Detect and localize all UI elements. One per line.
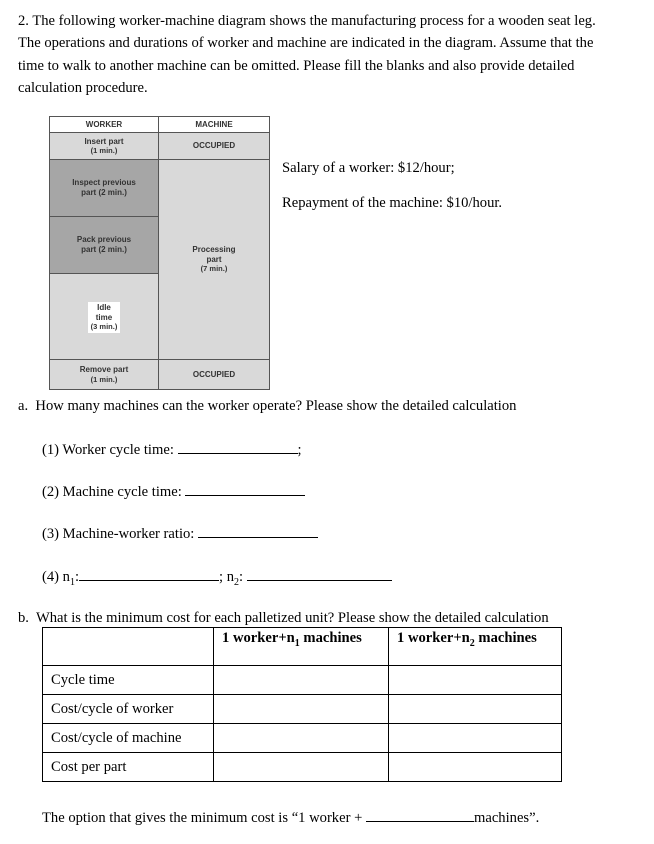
intro-line-3: time to walk to another machine can be omitted. Please fill the blanks and also provide detailed [18, 57, 575, 74]
row-label-cost-worker: Cost/cycle of worker [43, 695, 214, 724]
row-label-cycle-time: Cycle time [43, 666, 214, 695]
intro-line-1: 2. The following worker-machine diagram shows the manufacturing process for a wooden seat leg. [18, 13, 596, 29]
final-answer-suffix: machines”. [473, 810, 540, 826]
machine-occupied-bottom: OCCUPIED [159, 360, 269, 389]
row-label-cost-machine: Cost/cycle of machine [43, 724, 214, 753]
machine-occupied-top: OCCUPIED [159, 133, 269, 160]
worker-cycle-time-end: ; [297, 442, 302, 458]
final-answer-row [42, 809, 539, 827]
row-label-cost-per-part: Cost per part [43, 753, 214, 782]
machine-processing-part: Processing part (7 min.) [159, 160, 269, 360]
answer-cell[interactable] [389, 724, 562, 753]
answer-cell[interactable] [389, 666, 562, 695]
worker-header: WORKER [50, 117, 158, 133]
worker-machine-diagram [49, 116, 270, 390]
machine-worker-ratio-row [42, 525, 318, 543]
cost-table [42, 627, 562, 782]
machine-repayment: Repayment of the machine: $10/hour. [282, 195, 503, 211]
intro-line-4: calculation procedure. [18, 80, 148, 97]
n2-colon: : [239, 569, 244, 585]
column-divider [158, 117, 159, 389]
worker-cycle-time-row [42, 441, 302, 459]
machine-cycle-time-row [42, 483, 305, 501]
worker-cycle-time-label: (1) Worker cycle time: [42, 442, 178, 458]
table-row [43, 724, 562, 753]
machine-header: MACHINE [159, 117, 269, 133]
worker-inspect-previous: Inspect previous part (2 min.) [50, 160, 158, 217]
answer-cell[interactable] [214, 695, 389, 724]
worker-idle-time [50, 274, 158, 360]
answer-cell[interactable] [389, 753, 562, 782]
machine-worker-ratio-label: (3) Machine-worker ratio: [42, 526, 199, 542]
answer-cell[interactable] [214, 666, 389, 695]
n-values-row [42, 568, 392, 588]
n2-label: ; n [219, 569, 235, 585]
worker-insert-part: Insert part (1 min.) [50, 133, 158, 160]
answer-cell[interactable] [214, 724, 389, 753]
header-option-1: 1 $worker+n_1$ machines [214, 628, 389, 666]
worker-pack-previous: Pack previous part (2 min.) [50, 217, 158, 274]
cost-table-header-row [43, 628, 562, 666]
worker-cycle-time-blank[interactable] [178, 441, 298, 454]
final-answer-prefix: The option that gives the minimum cost is “1 worker + [42, 810, 366, 826]
question-a: a. How many machines can the worker operate? Please show the detailed calculation [18, 398, 517, 414]
n1-blank[interactable] [79, 568, 219, 581]
final-answer-blank[interactable] [366, 809, 474, 822]
problem-intro [18, 10, 646, 100]
table-row [43, 753, 562, 782]
n1-label: (4) n [42, 569, 70, 585]
header-empty-cell [43, 628, 214, 666]
table-row [43, 695, 562, 724]
n1-colon: : [74, 569, 80, 585]
n1-subscript: 1 [69, 576, 75, 588]
idle-label-box: Idle time (3 min.) [88, 302, 121, 333]
answer-cell[interactable] [214, 753, 389, 782]
machine-cycle-time-blank[interactable] [185, 483, 305, 496]
table-row [43, 666, 562, 695]
n2-subscript: 2 [234, 576, 240, 588]
machine-worker-ratio-blank[interactable] [198, 525, 318, 538]
machine-cycle-time-label: (2) Machine cycle time: [42, 484, 186, 500]
header-option-2: 1 $worker+n_2$ machines [389, 628, 562, 666]
answer-cell[interactable] [389, 695, 562, 724]
worker-salary: Salary of a worker: $12/hour; [282, 160, 455, 176]
n2-blank[interactable] [247, 568, 392, 581]
intro-line-2: The operations and durations of worker and machine are indicated in the diagram. Assume that the [18, 35, 594, 52]
worker-remove-part: Remove part (1 min.) [50, 360, 158, 389]
question-b: b. What is the minimum cost for each palletized unit? Please show the detailed calculation [18, 610, 549, 626]
